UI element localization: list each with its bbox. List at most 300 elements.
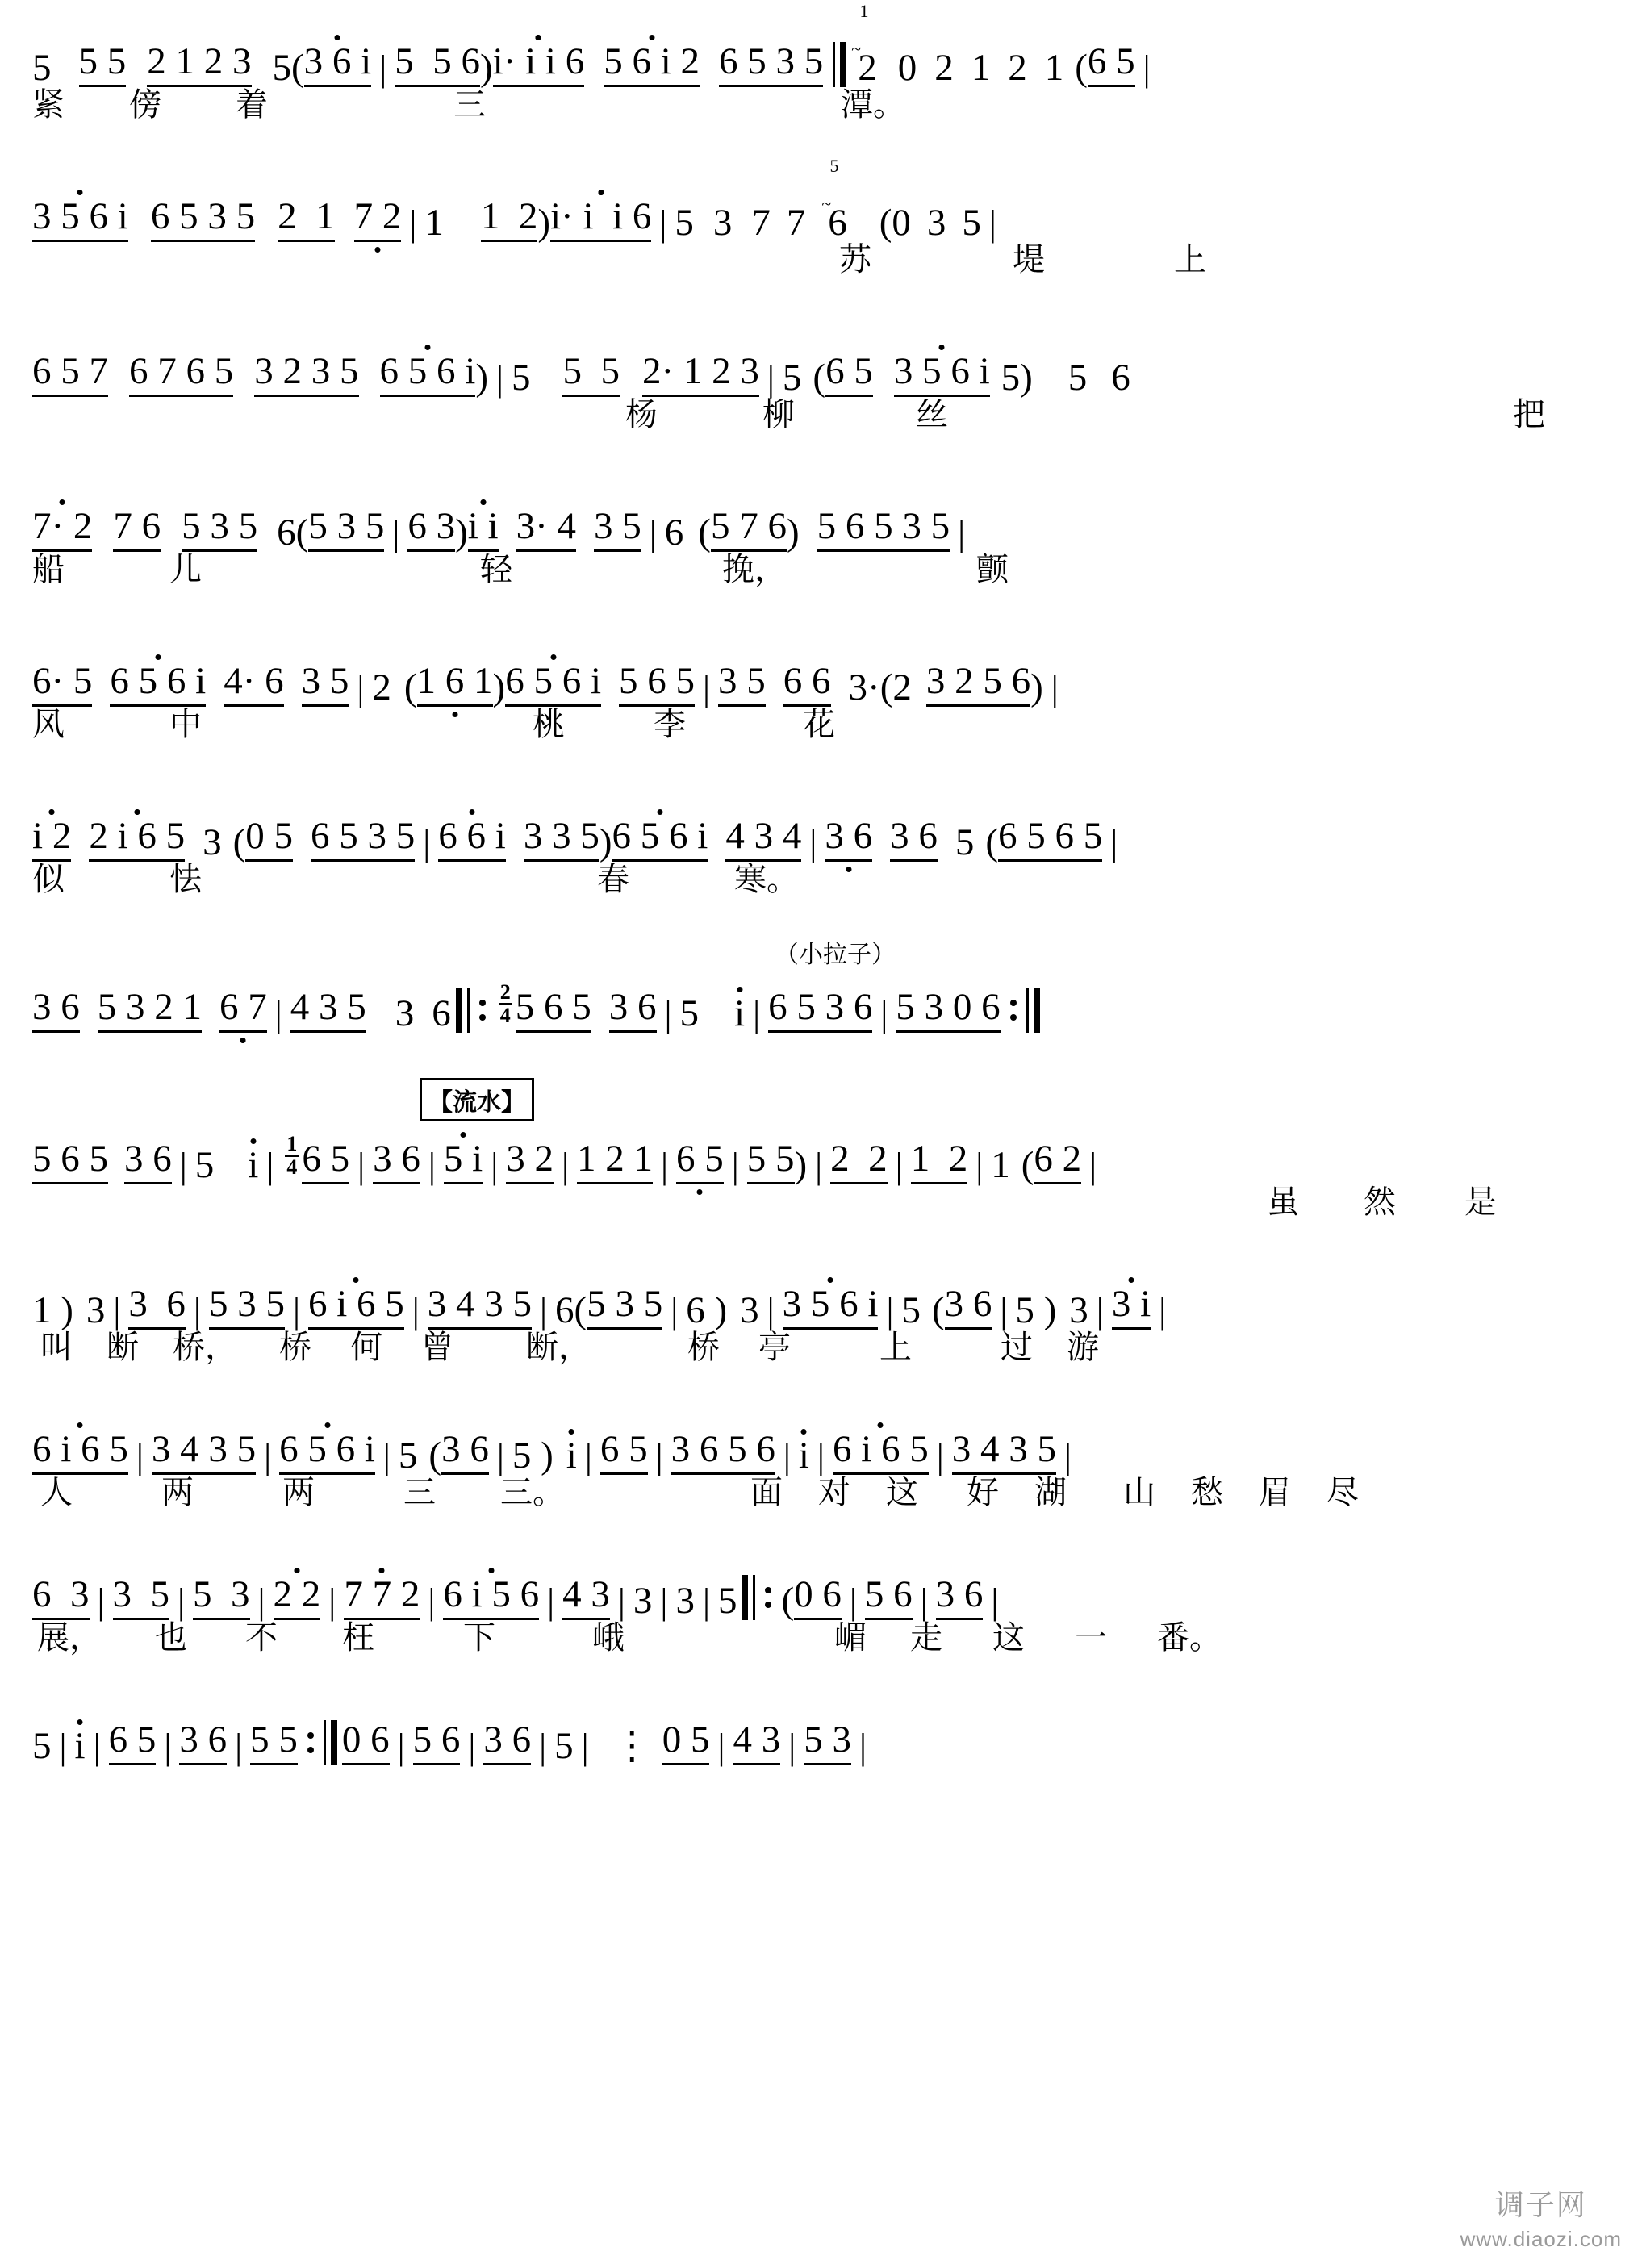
barline: | (266, 1146, 274, 1186)
note-group: 3 5 6 i (783, 1285, 879, 1330)
note-group: 5 i (444, 1140, 483, 1184)
annotation-row-7 (32, 934, 1614, 970)
lyric: 轻 (480, 552, 512, 587)
barline: | (886, 1291, 894, 1331)
note-with-sign: $^{5 \sim}$6 (821, 156, 847, 244)
note-group: 7 2 (354, 198, 402, 242)
paren: ( (931, 1289, 945, 1331)
note-group: 3 6 (124, 1140, 172, 1184)
note-group: 5 6 (413, 1721, 461, 1765)
paren: ) (492, 666, 506, 708)
note-group: 1 2 (911, 1140, 968, 1184)
paren: ) (599, 821, 612, 863)
note-group: 3 i (1112, 1285, 1151, 1330)
barline: | (991, 1581, 999, 1622)
note: 6 (555, 1289, 574, 1331)
barline: | (655, 1436, 663, 1476)
note: 7 (751, 202, 771, 244)
lyrics-row-6 (32, 862, 1614, 907)
barline: | (409, 203, 417, 244)
note-group: 3 5 (302, 662, 349, 707)
note-group: 6 5 (302, 1140, 349, 1184)
paren: ( (698, 512, 711, 553)
note-group: 6 5 6 5 (998, 817, 1102, 862)
note-group: 4 3 (733, 1721, 780, 1765)
lyric: 然 (1364, 1184, 1396, 1220)
note: 5 (194, 1144, 215, 1186)
lyric: 花 (803, 707, 835, 742)
paren: 5 ) (1015, 1289, 1057, 1331)
notes-row-12 (32, 1702, 1614, 1765)
note-group: 3 6 (936, 1576, 984, 1620)
music-system-8 (0, 1086, 1646, 1230)
barline: | (539, 1727, 547, 1767)
paren: ) (479, 47, 493, 89)
barline: | (382, 1436, 391, 1476)
lyric: 虽 (1267, 1184, 1299, 1220)
barline: | (936, 1436, 944, 1476)
note-group: 3 5 (718, 662, 766, 707)
barline: | (495, 358, 503, 399)
barline: | (817, 1436, 825, 1476)
note-group: 0 6 (342, 1721, 390, 1765)
barline: | (581, 1727, 589, 1767)
music-system-2 (0, 156, 1646, 287)
note-group: 6 7 (219, 988, 267, 1033)
note: 5 (679, 992, 700, 1034)
lyric: 春 (597, 862, 629, 897)
note-group: 6 6 (783, 662, 831, 707)
lyric: 杨 (625, 397, 658, 432)
note-group: 3 6 (945, 1285, 992, 1330)
note-group: 5 6 5 (32, 1140, 108, 1184)
lyrics-row-9 (32, 1330, 1614, 1375)
note-group: 6 i 6 5 (833, 1431, 929, 1475)
note: 0 (892, 202, 911, 244)
notes-row-2 (32, 156, 1614, 244)
music-system-10 (0, 1412, 1646, 1520)
paren: ) (794, 1144, 808, 1186)
barline: | (664, 994, 672, 1034)
barline: | (561, 1146, 569, 1186)
note: 2 (934, 47, 954, 89)
note-group: 3 6 (609, 988, 657, 1033)
note-group: 3 6 (373, 1140, 420, 1184)
time-signature-1-4: 1 4 (286, 1132, 298, 1179)
lyric: 走 (910, 1620, 942, 1656)
note-group: 3 2 (506, 1140, 554, 1184)
paren: ) (537, 202, 550, 244)
note-group: 2 2 (830, 1140, 888, 1184)
note-group: 5 5 (250, 1721, 298, 1765)
lyric: 叫 (40, 1330, 73, 1365)
note-group: 3 4 3 5 (952, 1431, 1056, 1475)
note: 1 (991, 1144, 1010, 1186)
note-group: 3 6 (179, 1721, 227, 1765)
lyric: 展， (37, 1620, 102, 1656)
note-group: 3 5 (113, 1576, 170, 1620)
note-group: 6 3 (407, 507, 455, 552)
note-group: 2 1 (278, 198, 335, 242)
paren: 1 ) (32, 1289, 73, 1331)
barline: | (164, 1727, 172, 1767)
lyric: 好 (967, 1475, 999, 1510)
lyric: 三。 (500, 1475, 565, 1510)
notes-row-3 (32, 334, 1614, 397)
barline: | (649, 513, 657, 553)
note-group: 6 i 6 5 (32, 1431, 128, 1475)
sheet-music-page (0, 1, 1646, 2268)
note-group: 0 6 (794, 1576, 842, 1620)
lyric: 湖 (1034, 1475, 1067, 1510)
notes-row-11 (32, 1557, 1614, 1620)
lyric: 对 (818, 1475, 850, 1510)
note-group: 6· 5 (32, 662, 92, 707)
lyric: 游 (1067, 1330, 1099, 1365)
barline: | (113, 1291, 121, 1331)
note: i (798, 1435, 809, 1476)
note-group: 6 5 7 (32, 353, 108, 397)
lyric: 何 (350, 1330, 382, 1365)
music-system-12 (0, 1702, 1646, 1765)
barline: | (659, 203, 667, 244)
note-group: 7 6 (113, 507, 161, 552)
barline: | (988, 203, 996, 244)
note-group: 3 6 (128, 1285, 186, 1330)
note-group: 7· 2 (32, 507, 92, 552)
time-signature-2-4: 2 4 (499, 980, 511, 1027)
paren: ( (1021, 1144, 1034, 1186)
note: 1 (971, 47, 991, 89)
note: 3 (712, 202, 733, 244)
note-group: 5 6 (865, 1576, 913, 1620)
music-system-5 (0, 644, 1646, 752)
note-group: 5 3 5 (587, 1285, 662, 1330)
note-group: 5 3 5 (209, 1285, 285, 1330)
note: 5 (32, 47, 52, 89)
note: i (566, 1435, 577, 1476)
note: 2 (1008, 47, 1027, 89)
lyric: 枉 (342, 1620, 374, 1656)
note-group: 3 2 5 6 (926, 662, 1030, 707)
music-system-9 (0, 1267, 1646, 1375)
lyric: 尽 (1326, 1475, 1359, 1510)
ellipsis-marker: ⋮ (612, 1725, 651, 1767)
lyrics-row-11 (32, 1620, 1614, 1665)
note-group: 5 6 5 (516, 988, 591, 1033)
paren: ) (1020, 357, 1033, 399)
paren: ( (813, 357, 826, 399)
notes-row-7 (32, 970, 1614, 1033)
barline: | (379, 48, 387, 89)
lyric: 怯 (169, 862, 202, 897)
note-group: 6 5 6 i (110, 662, 206, 707)
barline: | (1051, 668, 1059, 708)
paren: ( (291, 47, 304, 89)
barline: | (428, 1581, 436, 1622)
paren: 5 ) (512, 1435, 554, 1476)
lyric: 峨 (592, 1620, 625, 1656)
lyric: 桥 (687, 1330, 720, 1365)
barline: | (178, 1581, 186, 1622)
note: 5 (962, 202, 981, 244)
notes-row-4 (32, 489, 1614, 552)
paren: ( (985, 821, 998, 863)
note-group: 3 6 (890, 817, 938, 862)
note-group: 1 6 1 (417, 662, 493, 707)
paren: ( (879, 202, 892, 244)
note: i (734, 992, 746, 1034)
barline: | (412, 1291, 420, 1331)
note: 3 (203, 821, 222, 863)
watermark-url: www.diaozi.com (1460, 2227, 1622, 2251)
note-group: 6 5 6 i (279, 1431, 375, 1475)
note-group: 6 5 (109, 1721, 157, 1765)
note-group: 5 6 5 3 5 (817, 507, 950, 552)
lyric: 着 (236, 87, 268, 123)
lyrics-row-2 (32, 242, 1614, 287)
note-group: 6 5 (600, 1431, 648, 1475)
note-group: 5 3 (804, 1721, 851, 1765)
note: i (248, 1144, 259, 1186)
note-group: 6 5 3 5 (719, 43, 823, 87)
note: 2 (892, 666, 912, 708)
lyric: 三 (453, 87, 486, 123)
note-group: 3 6 i (304, 43, 372, 87)
note-group: 3 5 6 i (32, 198, 128, 242)
repeat-end-barline (303, 1720, 337, 1765)
barline: | (1159, 1291, 1167, 1331)
note-group: 3 4 3 5 (428, 1285, 532, 1330)
lyric: 寒。 (734, 862, 799, 897)
lyric: 把 (1513, 397, 1545, 432)
lyric: 儿 (169, 552, 202, 587)
paren: 6 ) (686, 1289, 728, 1331)
paren: ) (455, 512, 468, 553)
note-group: 3 6 5 6 (671, 1431, 775, 1475)
note-group: 5 6 i 2 (604, 43, 700, 87)
lyrics-row-3 (32, 397, 1614, 442)
lyric: 断， (526, 1330, 591, 1365)
annotation-liushui: 【流水】 (420, 1078, 534, 1121)
note-group: 5 3 2 1 (98, 988, 202, 1033)
note: 1 (1044, 47, 1064, 89)
lyric: 苏 (839, 242, 871, 278)
lyric: 桃 (533, 707, 565, 742)
note: 3 (86, 1289, 106, 1331)
barline: | (920, 1581, 928, 1622)
notes-row-1 (32, 1, 1614, 89)
note-group: 3 6 (825, 817, 872, 862)
annotation-xiaolazi: （小拉子） (775, 942, 896, 968)
barline: | (783, 1436, 791, 1476)
lyric: 潭。 (841, 87, 905, 123)
barline: | (292, 1291, 300, 1331)
note-group: 5 3 0 6 (896, 988, 1000, 1033)
lyric: 两 (282, 1475, 315, 1510)
lyric: 三 (403, 1475, 436, 1510)
paren: ( (574, 1289, 587, 1331)
lyric: 下 (463, 1620, 495, 1656)
lyric: 船 (32, 552, 65, 587)
barline: | (274, 994, 282, 1034)
note-group: 6 5 3 6 (768, 988, 872, 1033)
note-group: 6 5 6 i (612, 817, 708, 862)
note-group: 5 5 (79, 43, 127, 87)
paren: ( (1075, 47, 1088, 89)
note-group: 3· 4 (516, 507, 576, 552)
note: 5 (1067, 357, 1088, 399)
barline: | (468, 1727, 476, 1767)
note-group: 6 5 3 5 (151, 198, 255, 242)
note: 6 (664, 512, 684, 553)
barline: | (179, 1146, 187, 1186)
note: 3· (848, 666, 880, 708)
note: 3 (633, 1580, 653, 1622)
note: 3 (675, 1580, 695, 1622)
barline: | (397, 1727, 405, 1767)
note-group: 6 5 (676, 1140, 724, 1184)
note-group: 6 5 (1088, 43, 1135, 87)
barline: | (491, 1146, 499, 1186)
note: 5 (901, 1289, 921, 1331)
note-group: 5 5 6 (395, 43, 480, 87)
note: 5 (554, 1725, 574, 1767)
barline: | (235, 1727, 243, 1767)
note-group: 2 1 2 3 (147, 43, 251, 87)
barline: | (193, 1291, 201, 1331)
barline: | (815, 1146, 823, 1186)
notes-row-10 (32, 1412, 1614, 1475)
paren: ( (403, 666, 417, 708)
barline: | (540, 1291, 548, 1331)
lyric: 曾 (421, 1330, 453, 1365)
lyric: 一 (1075, 1620, 1107, 1656)
note: i (74, 1725, 86, 1767)
barline: | (264, 1436, 272, 1476)
notes-row-9 (32, 1267, 1614, 1330)
lyric: 愁 (1191, 1475, 1223, 1510)
note-group: 2· 1 2 3 (642, 353, 759, 397)
note-group: 4 3 (562, 1576, 610, 1620)
note: 3 (926, 202, 946, 244)
note: 6 (1111, 357, 1130, 399)
barline: | (1110, 823, 1118, 863)
barline: | (671, 1291, 679, 1331)
note-with-sign: $^{1 \sim}$2 (851, 1, 877, 89)
lyric: 嵋 (834, 1620, 867, 1656)
lyrics-row-4 (32, 552, 1614, 597)
lyric: 是 (1464, 1184, 1497, 1220)
note: 7 (786, 202, 806, 244)
note-group: 5 5 (747, 1140, 795, 1184)
note-group: 3 4 3 5 (152, 1431, 256, 1475)
barline: | (93, 1727, 101, 1767)
lyric: 这 (886, 1475, 918, 1510)
note-group: 6 5 3 5 (311, 817, 415, 862)
lyrics-row-7 (32, 1033, 1614, 1078)
note: 6 (277, 512, 296, 553)
note-group: 0 5 (662, 1721, 710, 1765)
paren: ( (781, 1580, 795, 1622)
lyric: 李 (654, 707, 686, 742)
lyric: 似 (32, 862, 65, 897)
barline: | (703, 668, 711, 708)
note-group: 2 2 (274, 1576, 321, 1620)
barline: | (1000, 1291, 1008, 1331)
note-group: 6 3 (32, 1576, 90, 1620)
barline: | (392, 513, 400, 553)
notes-row-6 (32, 799, 1614, 862)
paren: ) (786, 512, 800, 553)
note-group: 2 i 6 5 (89, 817, 185, 862)
note: 5 (32, 1725, 52, 1767)
note-group: 3 5 6 i (894, 353, 990, 397)
note-group: i· i i 6 (493, 43, 585, 87)
barline: | (1089, 1146, 1097, 1186)
lyric: 紧 (32, 87, 65, 123)
note: 6 (432, 992, 451, 1034)
lyric: 眉 (1259, 1475, 1291, 1510)
music-system-7 (0, 934, 1646, 1078)
barline: | (1064, 1436, 1072, 1476)
barline: | (753, 994, 761, 1034)
note: 5 (782, 357, 802, 399)
note-group: 3 6 (441, 1431, 489, 1475)
note-group: 5 3 5 (182, 507, 257, 552)
lyric: 中 (169, 707, 202, 742)
barline: | (59, 1727, 67, 1767)
lyric: 人 (40, 1475, 73, 1510)
note: 2 (372, 666, 391, 708)
note-group: 1 2 1 (577, 1140, 653, 1184)
note-group: i· i i 6 (550, 198, 651, 242)
lyric: 丝 (916, 397, 948, 432)
note-group: 5 3 (193, 1576, 250, 1620)
paren: ) (475, 357, 488, 399)
barline: | (660, 1146, 668, 1186)
paren: ( (879, 666, 893, 708)
lyric: 风 (32, 707, 65, 742)
lyric: 面 (750, 1475, 783, 1510)
lyric: 山 (1123, 1475, 1155, 1510)
note-group: 3 6 (483, 1721, 531, 1765)
barline: | (788, 1727, 796, 1767)
note-group: 4· 6 (224, 662, 283, 707)
barline: | (136, 1436, 144, 1476)
lyric: 两 (161, 1475, 194, 1510)
barline: | (809, 823, 817, 863)
barline: | (1143, 48, 1151, 89)
lyric: 过 (1001, 1330, 1033, 1365)
notes-row-8 (32, 1121, 1614, 1184)
barline: | (1096, 1291, 1104, 1331)
note-group: 3 3 5 (524, 817, 599, 862)
note: 3 (740, 1289, 759, 1331)
music-system-3 (0, 334, 1646, 442)
barline: | (547, 1581, 555, 1622)
repeat-start-barline (742, 1575, 776, 1620)
lyric: 挽， (722, 552, 787, 587)
barline: | (357, 1146, 366, 1186)
lyric: 上 (1174, 242, 1206, 278)
lyric: 桥 (279, 1330, 311, 1365)
note: 5 (717, 1580, 737, 1622)
lyrics-row-1 (32, 87, 1614, 132)
note: 5 (1001, 357, 1021, 399)
note-group: 5 3 5 (308, 507, 384, 552)
barline: | (895, 1146, 903, 1186)
